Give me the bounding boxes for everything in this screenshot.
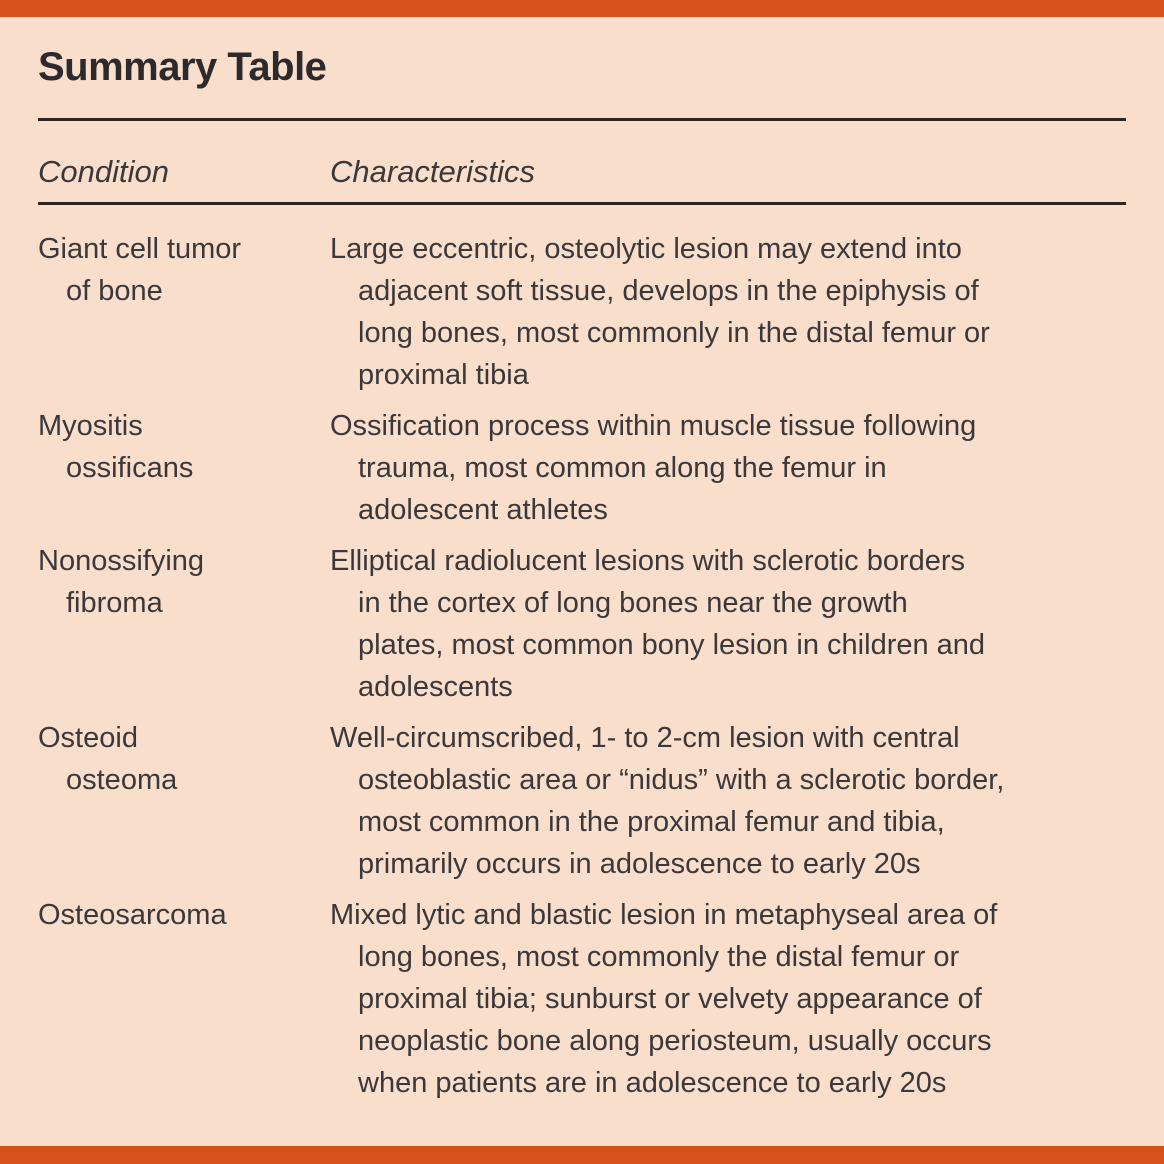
text-line: Giant cell tumor [38,233,242,265]
text-line: Nonossifying [38,545,205,577]
characteristics-cell [330,405,1126,531]
text-line: Well-circumscribed, 1- to 2-cm lesion with central [330,722,960,754]
characteristics-cell [330,894,1126,1104]
text-line: long bones, most commonly in the distal femur or [358,317,990,349]
text-line: osteoblastic area or “nidus” with a sclerotic border, [358,764,1005,796]
text-line: primarily occurs in adolescence to early 20s [358,848,921,880]
text-line: of bone [66,275,163,307]
page-title: Summary Table [38,45,327,89]
text-line: in the cortex of long bones near the growth [358,587,908,619]
condition-cell [38,540,330,708]
text-line: ossificans [66,452,194,484]
condition-cell [38,228,330,396]
text-line: adolescent athletes [358,494,608,526]
text-line: trauma, most common along the femur in [358,452,887,484]
title-divider [38,118,1126,121]
text-line: most common in the proximal femur and tibia, [358,806,945,838]
table-body [38,228,1126,1104]
table-row [38,540,1126,708]
text-line: long bones, most commonly the distal femur or [358,941,960,973]
header-divider [38,202,1126,205]
text-line: proximal tibia [358,359,529,391]
text-line: Ossification process within muscle tissue following [330,410,977,442]
characteristics-cell [330,717,1126,885]
text-line: Myositis [38,410,143,442]
text-line: adolescents [358,671,513,703]
condition-cell [38,405,330,531]
text-line: Mixed lytic and blastic lesion in metaphyseal area of [330,899,998,931]
characteristics-cell [330,540,1126,708]
condition-cell [38,894,330,1104]
table-row [38,228,1126,396]
column-header-characteristics: Characteristics [330,154,535,189]
text-line: when patients are in adolescence to early 20s [358,1067,947,1099]
text-line: osteoma [66,764,178,796]
text-line: Osteosarcoma [38,899,227,931]
text-line: Elliptical radiolucent lesions with sclerotic borders [330,545,966,577]
text-line: Large eccentric, osteolytic lesion may extend into [330,233,962,265]
characteristics-cell [330,228,1126,396]
text-line: fibroma [66,587,163,619]
text-line: neoplastic bone along periosteum, usually occurs [358,1025,992,1057]
text-line: proximal tibia; sunburst or velvety appearance of [358,983,982,1015]
text-line: plates, most common bony lesion in children and [358,629,986,661]
table-row [38,894,1126,1104]
text-line: Osteoid [38,722,138,754]
table-content [38,17,1126,1113]
bottom-accent-bar [0,1146,1164,1164]
top-accent-bar [0,0,1164,17]
column-header-condition: Condition [38,154,169,189]
condition-cell [38,717,330,885]
table-row [38,405,1126,531]
table-row [38,717,1126,885]
text-line: adjacent soft tissue, develops in the epiphysis of [358,275,979,307]
table-header-row [38,151,1126,193]
